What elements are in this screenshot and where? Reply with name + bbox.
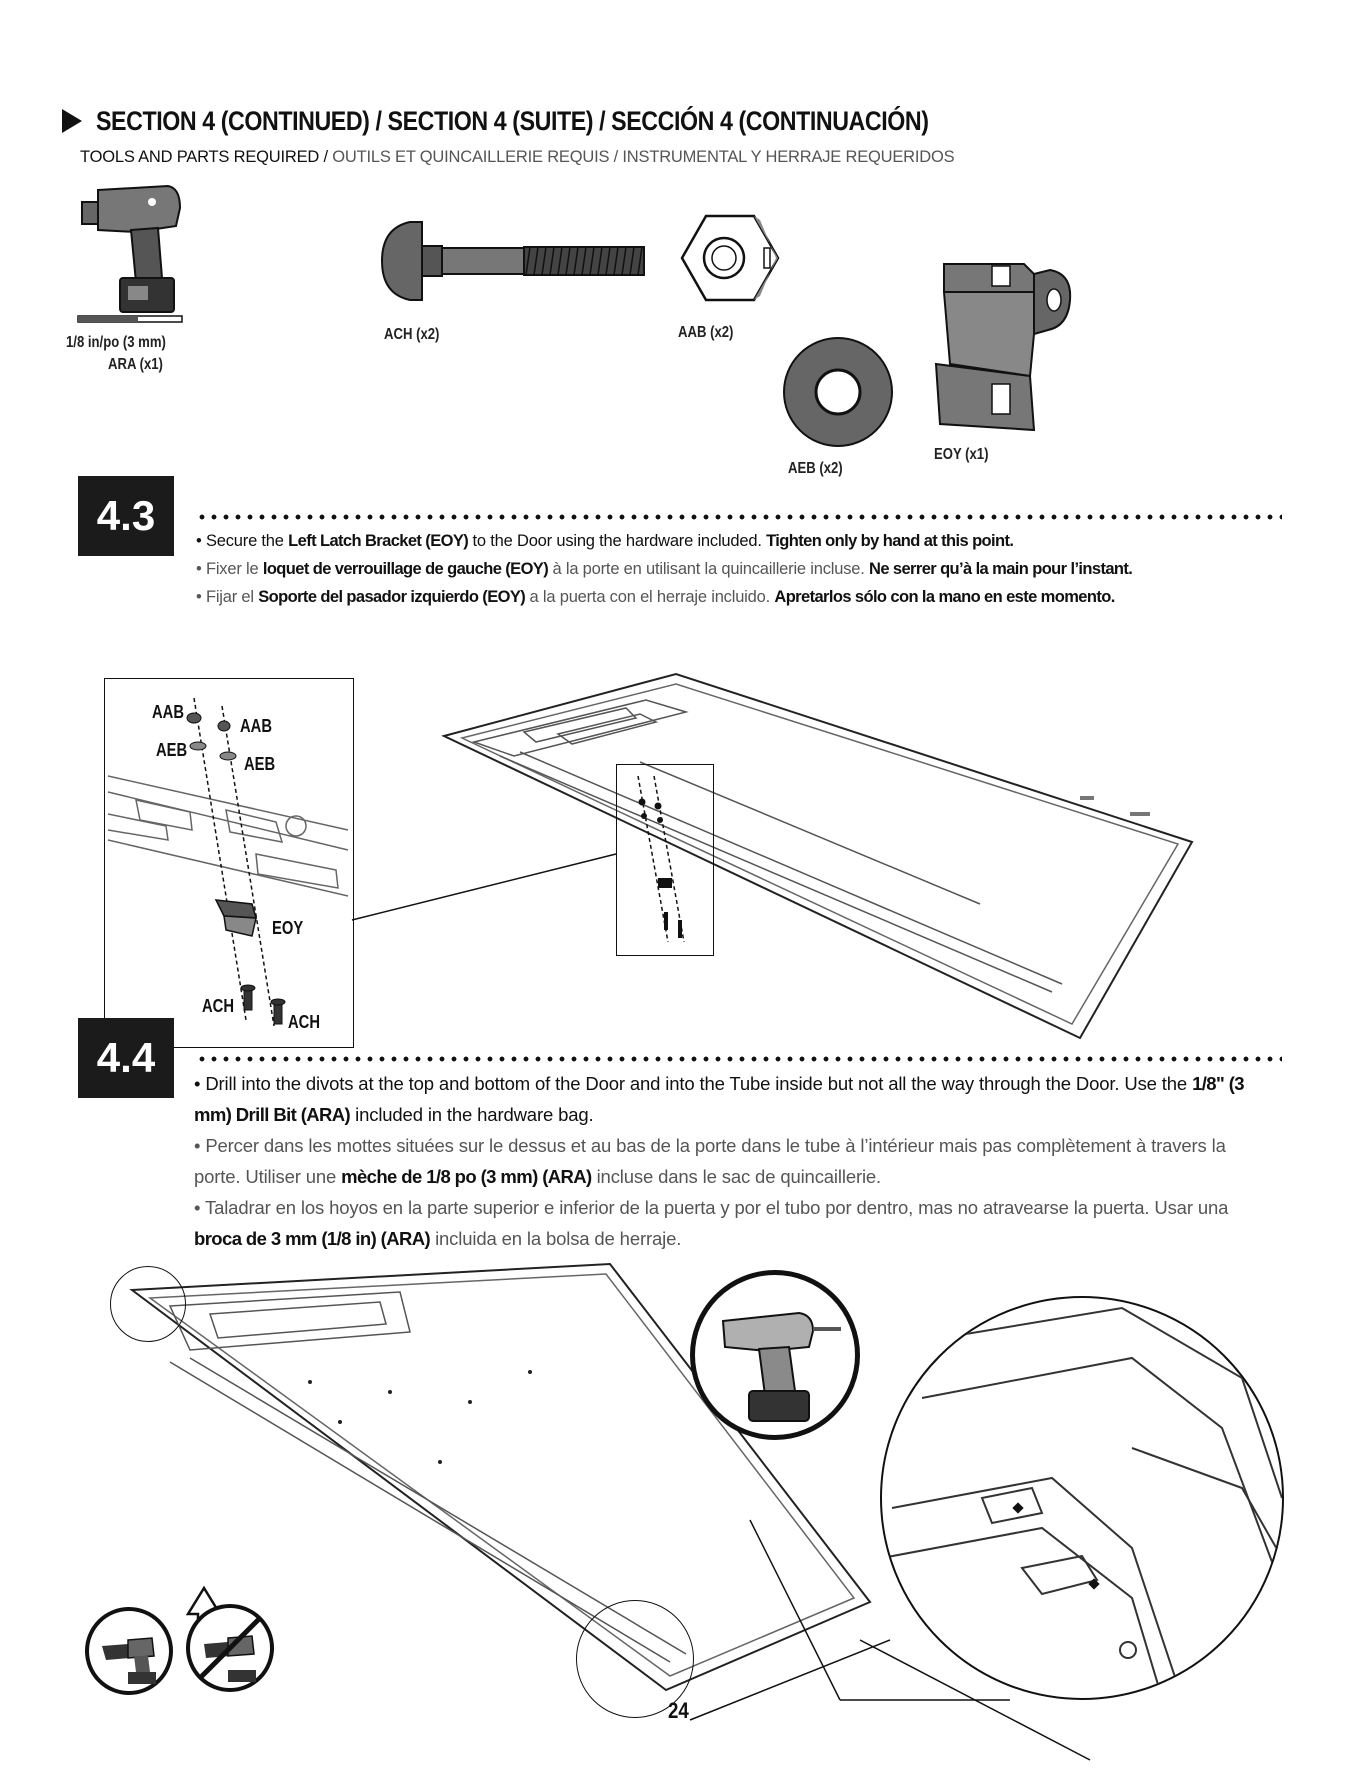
callout-aeb-left: AEB — [156, 740, 188, 760]
part-name: loquet de verrouillage de gauche (EOY) — [262, 560, 549, 578]
text: • Drill into the divots at the top and bottom of the Door and into the Tube inside but not all the way through the Door. Use the — [194, 1073, 1193, 1094]
subtitle-en: TOOLS AND PARTS REQUIRED / — [80, 148, 328, 166]
drill-bit-code-label: ARA (x1) — [108, 356, 163, 373]
step-4-4-instruction-fr — [194, 1130, 1274, 1192]
text: • Percer dans les mottes situées sur le dessus et au bas de la porte dans le tube à l’intérieur mais pas complètement à travers la porte. Utiliser une — [194, 1135, 1226, 1187]
no-power-drill-icon — [182, 1586, 278, 1696]
section-title — [62, 104, 1064, 138]
step-4-3-badge — [78, 476, 174, 556]
text: à la porte en utilisant la quincaillerie incluse. — [548, 560, 870, 578]
tools-parts-subtitle — [80, 148, 954, 167]
leader-line — [352, 852, 618, 922]
dotted-divider — [196, 1056, 1282, 1062]
text: included in the hardware bag. — [350, 1104, 594, 1125]
text: • Fijar el — [196, 588, 259, 606]
part-name: 1/8" (3 mm) Drill Bit (ARA) — [194, 1073, 1244, 1125]
warning-text: Ne serrer qu’à la main pour l’instant. — [869, 560, 1133, 578]
warning-text: Apretarlos sólo con la mano en este momento. — [774, 588, 1115, 606]
bolt-label: ACH (x2) — [384, 326, 440, 343]
step-4-4-instruction-es — [194, 1192, 1274, 1254]
text: • Fixer le — [196, 560, 263, 578]
step-4-4-badge — [78, 1018, 174, 1098]
part-name: Soporte del pasador izquierdo (EOY) — [258, 588, 526, 606]
nut-label: AAB (x2) — [678, 324, 734, 341]
top-divot-zoom-circle — [110, 1266, 186, 1342]
warning-text: Tighten only by hand at this point. — [766, 532, 1014, 550]
callout-eoy: EOY — [272, 918, 304, 938]
step-4-3-instruction-fr — [196, 556, 1132, 582]
text: incluida en la bolsa de herraje. — [430, 1228, 682, 1249]
callout-aab-right: AAB — [240, 716, 272, 736]
step-number: 4.3 — [96, 492, 156, 539]
text: a la puerta con el herraje incluido. — [525, 588, 775, 606]
drill-bit-icon — [78, 314, 184, 324]
bracket-label: EOY (x1) — [934, 446, 989, 463]
cordless-drill-icon — [76, 178, 186, 328]
section-title-text: SECTION 4 (CONTINUED) / SECTION 4 (SUITE) / SECCIÓN 4 (CONTINUACIÓN) — [96, 105, 929, 136]
hand-tighten-icon — [84, 1606, 174, 1696]
callout-ach-right: ACH — [288, 1012, 320, 1032]
latch-bracket-icon — [930, 252, 1080, 438]
flat-washer-icon — [782, 336, 894, 448]
step-4-4-instruction-en — [194, 1068, 1274, 1130]
text: • Secure the — [196, 532, 289, 550]
callout-aab-left: AAB — [152, 702, 184, 722]
step-number: 4.4 — [96, 1034, 156, 1081]
bracket-assembly-detail — [106, 690, 350, 1044]
dotted-divider — [196, 514, 1282, 520]
callout-aeb-right: AEB — [244, 754, 276, 774]
part-name: Left Latch Bracket (EOY) — [288, 532, 469, 550]
carriage-bolt-icon — [380, 218, 650, 304]
cordless-drill-icon — [715, 1295, 845, 1425]
text: to the Door using the hardware included. — [468, 532, 767, 550]
play-arrow-icon — [62, 109, 82, 133]
text: • Taladrar en los hoyos en la parte superior e inferior de la puerta y por el tubo por dentro, mas no atravearse la puerta. Usar una — [194, 1197, 1229, 1218]
part-name: mèche de 1/8 po (3 mm) (ARA) — [341, 1166, 592, 1187]
step-4-3-instruction-es — [196, 584, 1115, 610]
washer-label: AEB (x2) — [788, 460, 843, 477]
hex-nut-icon — [680, 212, 780, 304]
page-number: 24 — [668, 1698, 689, 1723]
hardware-exploded-mini — [630, 772, 700, 948]
text: incluse dans le sac de quincaillerie. — [591, 1166, 882, 1187]
zoom-leader-lines — [690, 1520, 1110, 1770]
drill-action-circle — [690, 1270, 860, 1440]
subtitle-fr-es: OUTILS ET QUINCAILLERIE REQUIS / INSTRUMENTAL Y HERRAJE REQUERIDOS — [332, 148, 955, 166]
callout-ach-left: ACH — [202, 996, 234, 1016]
drill-bit-size-label: 1/8 in/po (3 mm) — [66, 334, 166, 351]
part-name: broca de 3 mm (1/8 in) (ARA) — [194, 1228, 431, 1249]
step-4-3-instruction-en — [196, 528, 1013, 554]
